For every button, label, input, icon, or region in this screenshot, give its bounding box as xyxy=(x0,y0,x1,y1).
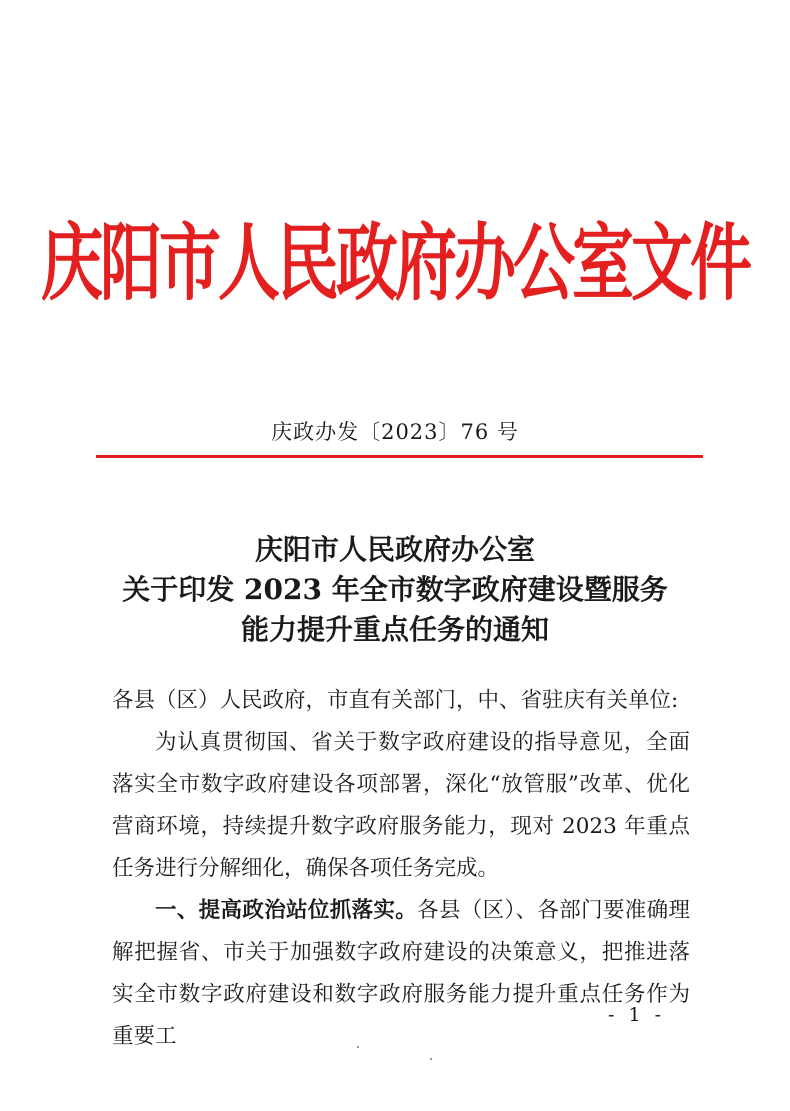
document-body xyxy=(112,680,690,1058)
page-number: - 1 - xyxy=(608,1004,666,1026)
title-line-2: 关于印发 2023 年全市数字政府建设暨服务 xyxy=(122,573,668,606)
intro-paragraph: 为认真贯彻国、省关于数字政府建设的指导意见，全面落实全市数字政府建设各项部署，深化“放管服”改革、优化营商环境，持续提升数字政府服务能力，现对 2023 年重点任务进行分解细化，确保各项任务完成。 xyxy=(112,730,690,881)
scan-speck xyxy=(430,1058,432,1060)
section-1-paragraph xyxy=(112,890,690,1058)
section-1-text: 各县（区）、各部门要准确理解把握省、市关于加强数字政府建设的决策意义，把推进落实全市数字政府建设和数字政府服务能力提升重点任务作为重要工 xyxy=(112,898,690,1049)
red-divider-line xyxy=(96,455,703,458)
document-number: 庆政办发〔2023〕76 号 xyxy=(271,420,519,444)
addressee-line: 各县（区）人民政府，市直有关部门，中、省驻庆有关单位: xyxy=(112,688,679,713)
document-title xyxy=(0,530,790,650)
title-line-1: 庆阳市人民政府办公室 xyxy=(254,533,535,566)
scan-speck xyxy=(357,1046,359,1048)
masthead-title: 庆阳市人民政府办公室文件 xyxy=(40,213,749,313)
title-line-3: 能力提升重点任务的通知 xyxy=(240,613,549,646)
section-1-heading: 一、提高政治站位抓落实。 xyxy=(155,898,418,923)
